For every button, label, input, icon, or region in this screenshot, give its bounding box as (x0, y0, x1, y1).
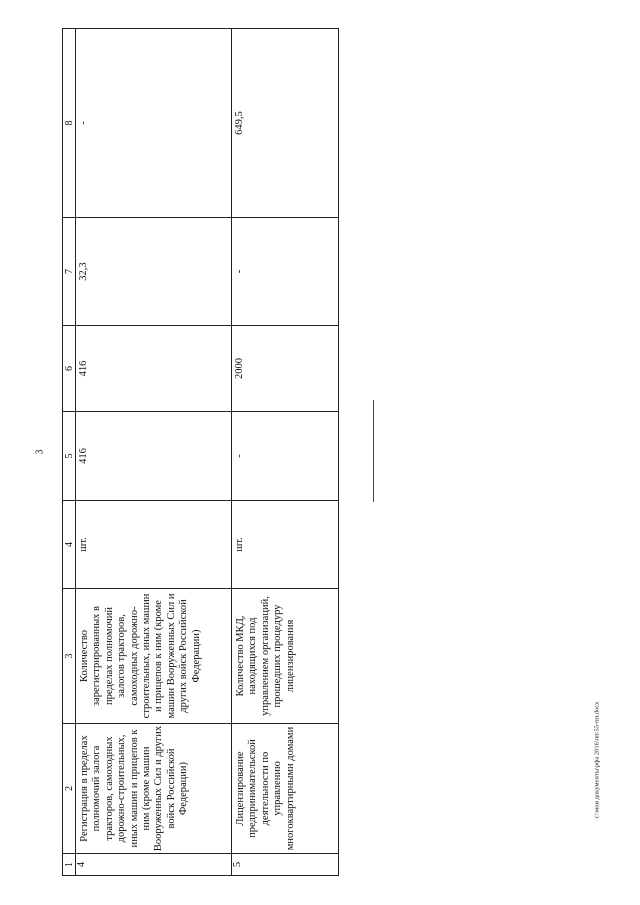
row-number: 5 (232, 854, 339, 876)
col-header-3: 3 (63, 589, 76, 724)
value-col-8: 649,5 (232, 29, 339, 218)
separator-line (373, 400, 374, 502)
col-header-6: 6 (63, 326, 76, 412)
table-row (232, 29, 339, 876)
service-name: Регистрация в пределах полномочий залога тракторов, самоходных дорожно-строительных, иных машин и прицепов к ним (кроме машин Вооруженных Сил и других войск Российской Федерации) (76, 724, 232, 854)
unit: шт. (232, 501, 339, 589)
data-table (62, 28, 339, 876)
footer-file-path: c:\мои документы\рфа 2016\пп\55-пп.docx (593, 701, 601, 819)
rotated-table-container (62, 29, 332, 876)
value-col-8: - (76, 29, 232, 218)
service-name: Лицензирование предпринимательской деятельности по управлению многоквартирными домами (232, 724, 339, 854)
unit: шт. (76, 501, 232, 589)
value-col-6: 416 (76, 326, 232, 412)
col-header-1: 1 (63, 854, 76, 876)
col-header-2: 2 (63, 724, 76, 854)
col-header-7: 7 (63, 218, 76, 326)
indicator-name: Количество зарегистрированных в пределах полномочий залогов тракторов, самоходных дорожно-строительных, иных машин и прицепов к ним (кроме машин Вооруженных Сил и других войск Российской Федерации) (76, 589, 232, 724)
col-header-4: 4 (63, 501, 76, 589)
col-header-8: 8 (63, 29, 76, 218)
value-col-5: - (232, 412, 339, 501)
indicator-name: Количество МКД, находящихся под управлением организаций, прошедших процедуру лицензирования (232, 589, 339, 724)
col-header-5: 5 (63, 412, 76, 501)
table-row (76, 29, 232, 876)
page-number: 3 (34, 449, 46, 455)
value-col-5: 416 (76, 412, 232, 501)
value-col-7: 32,3 (76, 218, 232, 326)
header-row (63, 29, 76, 876)
row-number: 4 (76, 854, 232, 876)
value-col-7: - (232, 218, 339, 326)
value-col-6: 2000 (232, 326, 339, 412)
